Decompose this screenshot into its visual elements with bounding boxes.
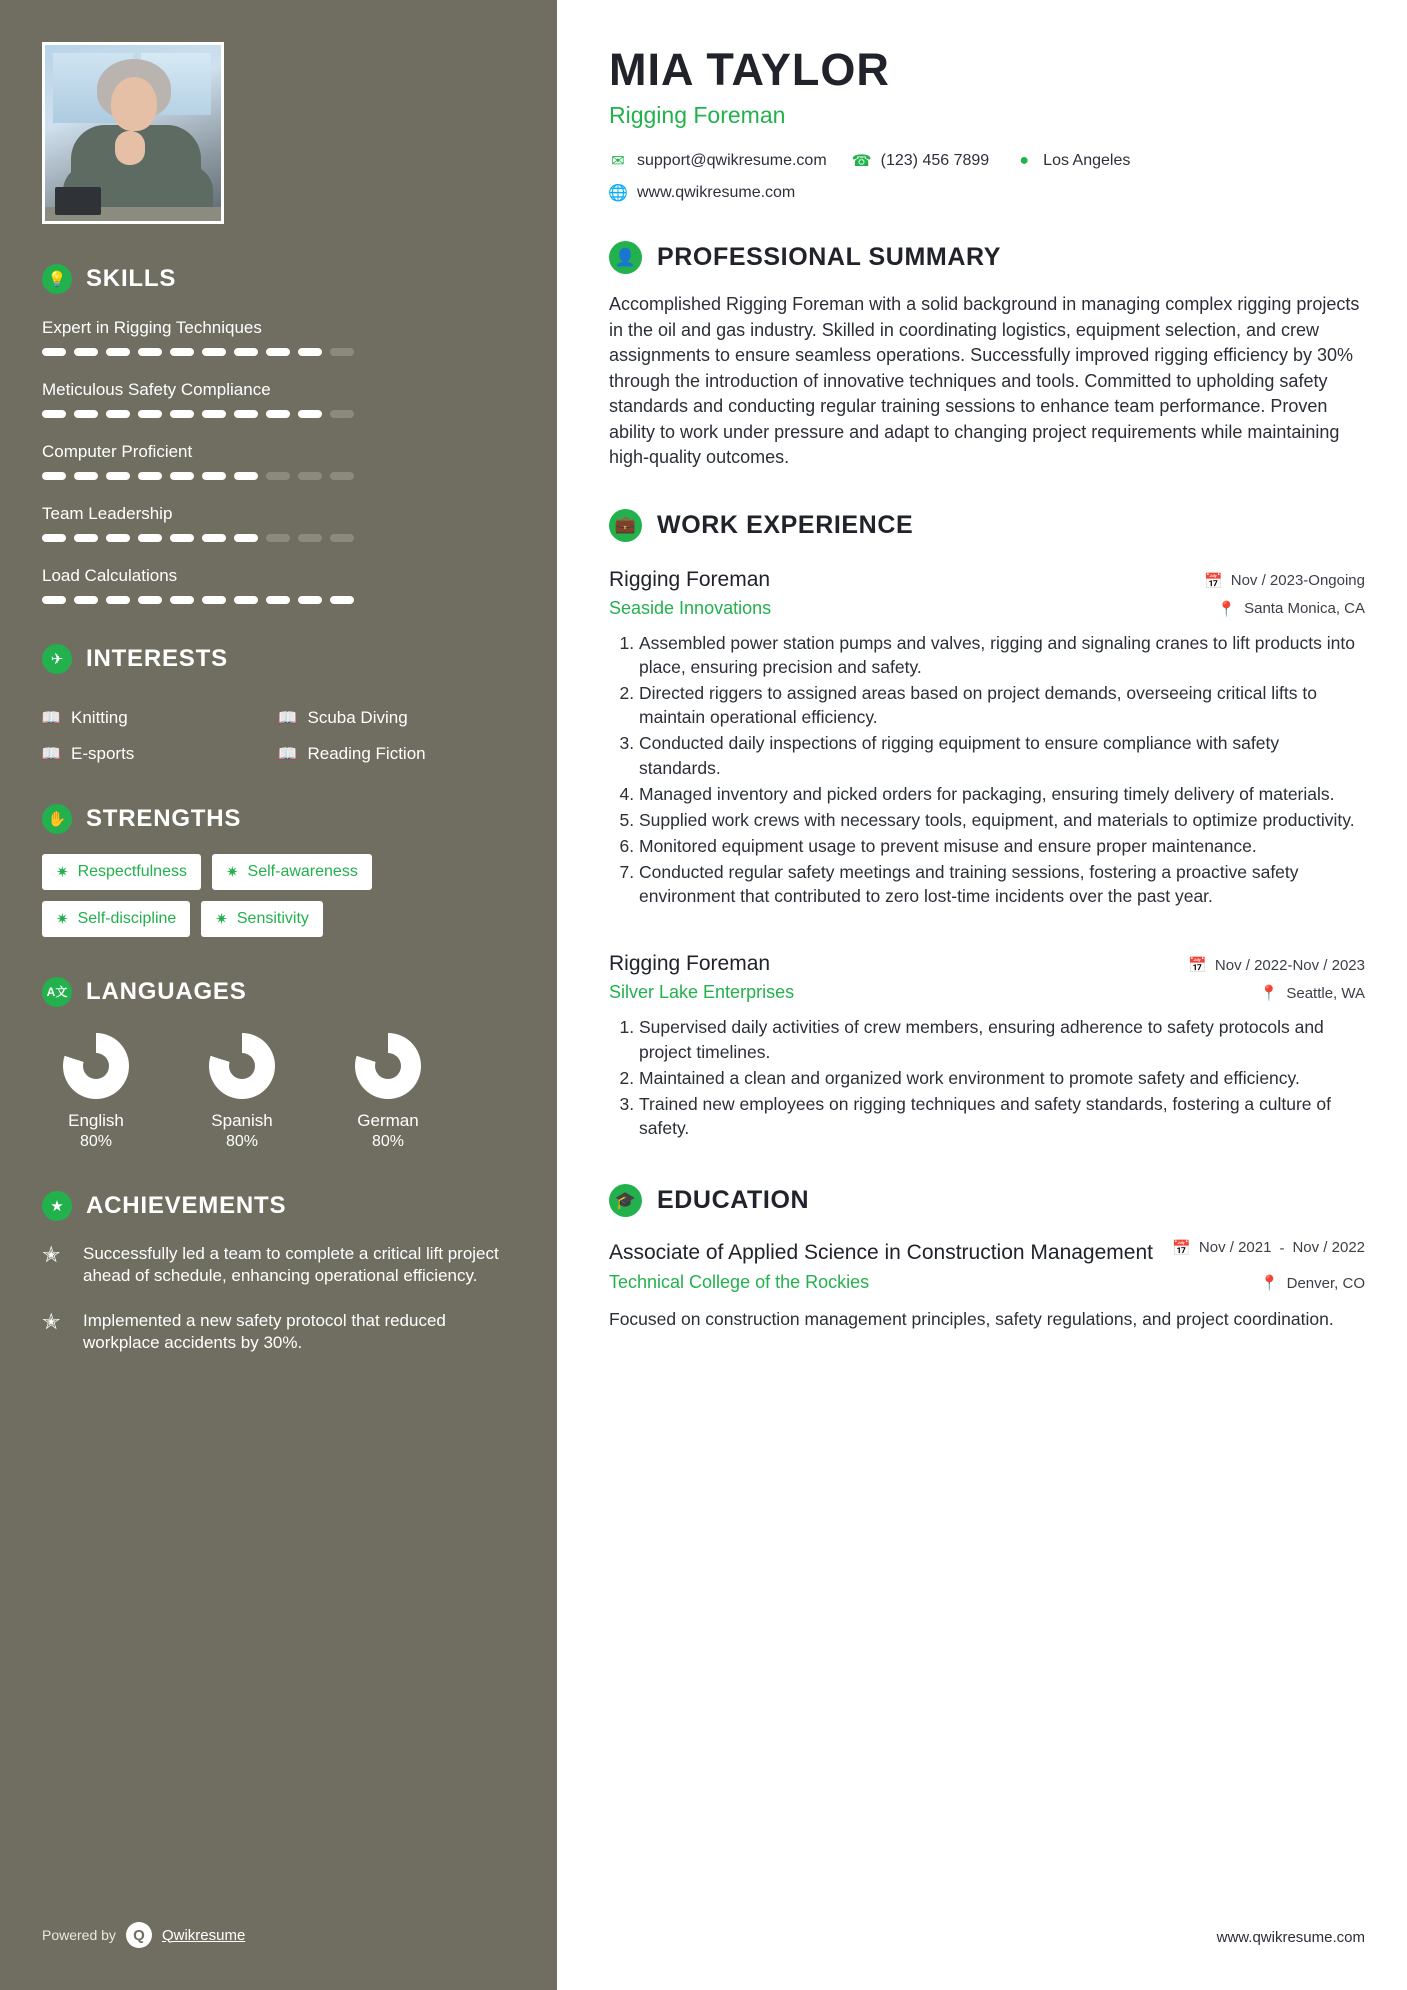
education-date-start: Nov / 2021: [1198, 1239, 1272, 1257]
interest-label: Knitting: [71, 708, 128, 727]
experience-job-title: Rigging Foreman: [609, 567, 771, 591]
language-name: Spanish: [211, 1111, 273, 1130]
page-title: MIA TAYLOR: [609, 44, 890, 95]
book-icon: 📖: [41, 710, 61, 727]
section-title: EDUCATION: [657, 1186, 810, 1215]
sidebar-section-languages-header: [42, 977, 515, 1007]
achievements-list: [42, 1243, 515, 1355]
achievement-item: [42, 1310, 515, 1355]
book-icon: 📖: [41, 746, 61, 763]
experience-bullets: [609, 631, 1365, 909]
phone-icon: ☎: [851, 153, 872, 170]
ribbon-star-icon: ✭: [42, 1242, 61, 1267]
section-header-experience: [609, 509, 1365, 542]
bullet-item: 5. Supplied work crews with necessary tools, equipment, and materials to optimize productivity.: [639, 808, 1365, 832]
skill-item: [42, 442, 515, 480]
skill-rating: [42, 348, 515, 356]
interest-item: [279, 708, 516, 728]
language-name: German: [357, 1111, 419, 1130]
interest-label: Scuba Diving: [307, 708, 408, 727]
education-date-separator: -: [1279, 1239, 1285, 1257]
contact-email: [609, 151, 827, 171]
achievement-text: Implemented a new safety protocol that reduced workplace accidents by 30%.: [83, 1310, 446, 1353]
experience-date: [1188, 956, 1365, 974]
powered-by-label: Powered by: [42, 1927, 116, 1943]
education-school: Technical College of the Rockies: [609, 1272, 870, 1293]
language-donut-chart: [355, 1033, 421, 1099]
calendar-icon: 📅: [1172, 1240, 1191, 1258]
strength-chip: [42, 901, 190, 937]
qwikresume-link[interactable]: Qwikresume: [161, 1926, 246, 1944]
strength-chip: [42, 854, 201, 890]
interest-item: [42, 708, 279, 728]
achievement-text: Successfully led a team to complete a critical lift project ahead of schedule, enhancing operational efficiency.: [83, 1244, 499, 1286]
skill-item: [42, 566, 515, 604]
experience-date-value: Nov / 2022-Nov / 2023: [1214, 956, 1365, 974]
skill-item: [42, 504, 515, 542]
interest-item: [279, 744, 516, 764]
education-location-value: Denver, CO: [1286, 1274, 1365, 1292]
experience-job-title: Rigging Foreman: [609, 952, 771, 976]
language-donut-chart: [63, 1033, 129, 1099]
interest-label: Reading Fiction: [307, 744, 426, 763]
briefcase-icon: 💼: [609, 509, 642, 542]
book-icon: 📖: [277, 746, 298, 763]
strength-label: Sensitivity: [236, 910, 309, 927]
envelope-icon: ✉: [611, 153, 625, 170]
experience-date: [1204, 572, 1365, 590]
strength-label: Self-discipline: [77, 910, 177, 927]
bullet-item: 3. Conducted daily inspections of rigging equipment to ensure compliance with safety standards.: [639, 731, 1365, 779]
paper-plane-icon: ✈: [42, 644, 72, 674]
strength-chip: [201, 901, 323, 937]
experience-location: [1260, 984, 1365, 1002]
footer-website: www.qwikresume.com: [1216, 1929, 1365, 1946]
languages-list: [42, 1033, 515, 1151]
contact-location-value: Los Angeles: [1043, 152, 1131, 169]
asterisk-icon: ✷: [215, 911, 228, 928]
contact-website: [609, 183, 795, 203]
bullet-item: 6. Monitored equipment usage to prevent misuse and ensure proper maintenance.: [639, 834, 1365, 858]
lightbulb-icon: 💡: [42, 264, 72, 294]
education-date-end: Nov / 2022: [1292, 1239, 1365, 1257]
location-pin-icon: 📍: [1259, 1275, 1279, 1293]
contact-phone-value: (123) 456 7899: [880, 152, 990, 169]
interest-item: [42, 744, 279, 764]
experience-entry: [609, 568, 1365, 909]
skill-label: Expert in Rigging Techniques: [42, 318, 262, 337]
education-date: [1172, 1239, 1365, 1258]
skill-rating: [42, 534, 515, 542]
contact-location: [1015, 152, 1130, 170]
sidebar-section-interests-header: [42, 644, 515, 674]
achievement-item: [42, 1243, 515, 1288]
experience-bullets: [609, 1015, 1365, 1140]
interest-label: E-sports: [71, 744, 135, 763]
sidebar-section-strengths-header: [42, 804, 515, 834]
language-percent: 80%: [371, 1133, 405, 1150]
contact-info: [609, 151, 1365, 171]
bullet-item: 2. Maintained a clean and organized work environment to promote safety and efficiency.: [639, 1066, 1365, 1090]
profile-photo: [42, 42, 224, 224]
contact-phone: [853, 151, 990, 171]
asterisk-icon: ✷: [56, 911, 69, 928]
strength-chip: [212, 854, 372, 890]
bullet-item: 2. Directed riggers to assigned areas based on project demands, overseeing critical lifts to maintain operational efficiency.: [639, 681, 1365, 729]
calendar-icon: 📅: [1188, 957, 1207, 975]
summary-text: Accomplished Rigging Foreman with a solid background in managing complex rigging projects in the oil and gas industry. Skilled in coordinating logistics, equipment selection, and crew assignments to ensure seamless operations. Successfully improved rigging efficiency by 30% through the introduction of innovative techniques and tools. Committed to upholding safety standards and conducting regular training sessions to enhance team performance. Proven ability to work under pressure and adapt to changing project requirements while maintaining high-quality outcomes.: [609, 294, 1360, 468]
ribbon-star-icon: ✭: [42, 1308, 61, 1334]
powered-by: [42, 1922, 245, 1948]
language-item: [342, 1033, 434, 1151]
bullet-item: 4. Managed inventory and picked orders for packaging, ensuring timely delivery of materials.: [639, 782, 1365, 806]
experience-company: Seaside Innovations: [609, 597, 772, 618]
language-name: English: [68, 1111, 124, 1130]
main-content: [557, 0, 1407, 1990]
bullet-item: 1. Assembled power station pumps and valves, rigging and signaling cranes to lift products into place, ensuring precision and safety.: [639, 631, 1365, 679]
graduation-cap-icon: 🎓: [609, 1184, 642, 1217]
strengths-list: [42, 854, 515, 937]
language-donut-chart: [209, 1033, 275, 1099]
section-title: WORK EXPERIENCE: [657, 510, 914, 539]
globe-icon: 🌐: [608, 185, 628, 202]
skill-rating: [42, 472, 515, 480]
strength-label: Self-awareness: [247, 863, 358, 880]
experience-company: Silver Lake Enterprises: [609, 982, 795, 1003]
skill-item: [42, 380, 515, 418]
location-pin-icon: ●: [1019, 152, 1029, 169]
education-location: [1260, 1274, 1365, 1292]
experience-entry: [609, 952, 1365, 1140]
contact-email-value: support@qwikresume.com: [637, 152, 827, 169]
skill-label: Load Calculations: [42, 566, 178, 585]
section-header-education: [609, 1184, 1365, 1217]
interests-list: [42, 692, 515, 764]
translate-icon: A文: [42, 977, 72, 1007]
bullet-item: 3. Trained new employees on rigging techniques and safety standards, fostering a culture of safety.: [639, 1092, 1365, 1140]
skill-label: Team Leadership: [42, 504, 173, 523]
education-degree: Associate of Applied Science in Construction Management: [609, 1241, 1153, 1265]
raised-hand-icon: ✋: [42, 804, 72, 834]
education-description: Focused on construction management principles, safety regulations, and project coordination.: [609, 1309, 1334, 1330]
skill-rating: [42, 596, 515, 604]
language-item: [196, 1033, 288, 1151]
sidebar-section-achievements-header: [42, 1191, 515, 1221]
bullet-item: 7. Conducted regular safety meetings and training sessions, fostering a proactive safety environment that contributed to zero lost-time incidents over the past year.: [639, 860, 1365, 908]
qwikresume-logo-icon: Q: [126, 1922, 152, 1948]
skills-list: [42, 318, 515, 604]
person-circle-icon: 👤: [609, 241, 642, 274]
location-pin-icon: 📍: [1259, 985, 1279, 1003]
asterisk-icon: ✷: [225, 864, 239, 881]
experience-location-value: Seattle, WA: [1286, 984, 1365, 1002]
experience-location-value: Santa Monica, CA: [1244, 600, 1365, 618]
strength-label: Respectfulness: [77, 863, 187, 880]
contact-info-secondary: [609, 183, 1365, 203]
skill-rating: [42, 410, 515, 418]
sidebar: [0, 0, 557, 1990]
sidebar-section-title: INTERESTS: [86, 645, 228, 672]
language-percent: 80%: [79, 1133, 113, 1150]
sidebar-section-skills-header: [42, 264, 515, 294]
sidebar-section-title: SKILLS: [86, 265, 177, 292]
experience-location: [1217, 600, 1365, 618]
language-percent: 80%: [225, 1133, 259, 1150]
bullet-item: 1. Supervised daily activities of crew members, ensuring adherence to safety protocols and project timelines.: [639, 1015, 1365, 1063]
location-pin-icon: 📍: [1217, 600, 1237, 618]
language-item: [50, 1033, 142, 1151]
section-title: PROFESSIONAL SUMMARY: [657, 243, 1001, 271]
sidebar-section-title: LANGUAGES: [86, 978, 247, 1005]
skill-item: [42, 318, 515, 356]
contact-website-value: www.qwikresume.com: [637, 184, 796, 201]
asterisk-icon: ✷: [56, 864, 69, 881]
education-entry: [609, 1239, 1365, 1331]
section-header-summary: [609, 241, 1365, 274]
skill-label: Meticulous Safety Compliance: [42, 380, 271, 399]
skill-label: Computer Proficient: [42, 442, 193, 461]
job-role-subtitle: Rigging Foreman: [609, 102, 786, 128]
book-icon: 📖: [277, 710, 298, 727]
experience-date-value: Nov / 2023-Ongoing: [1230, 572, 1365, 590]
star-badge-icon: ★: [42, 1191, 72, 1221]
sidebar-section-title: STRENGTHS: [86, 805, 242, 832]
sidebar-section-title: ACHIEVEMENTS: [86, 1192, 287, 1219]
calendar-icon: 📅: [1204, 572, 1223, 590]
